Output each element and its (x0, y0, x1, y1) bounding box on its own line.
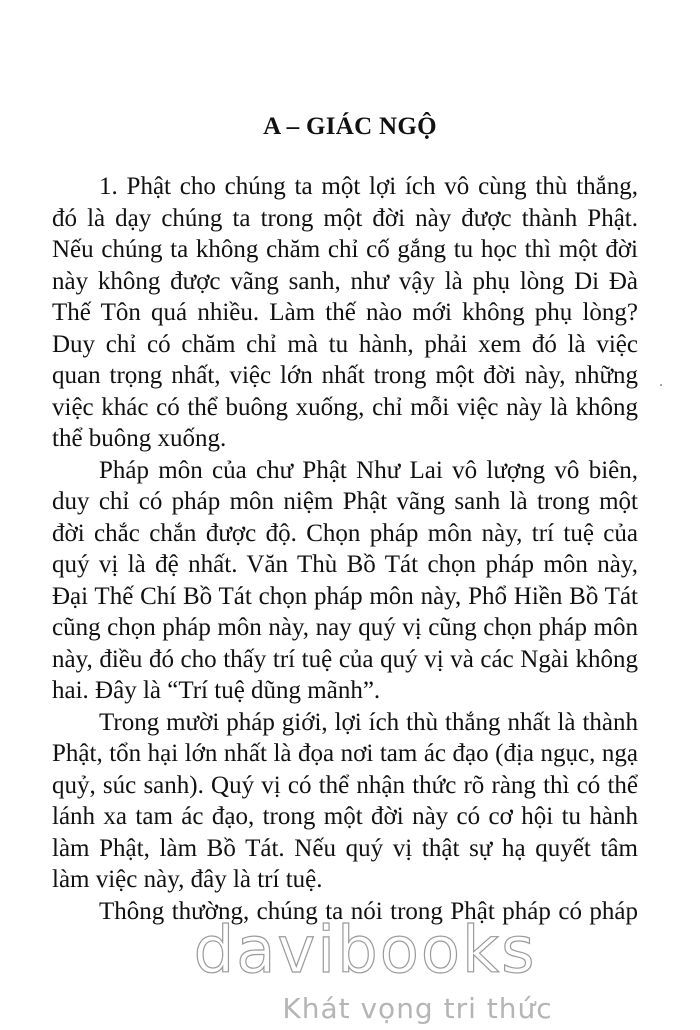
text-line: Đại Thế Chí Bồ Tát chọn pháp môn này, Phổ Hiền Bồ Tát (52, 582, 638, 610)
text-line: hai. Đây là “Trí tuệ dũng mãnh”. (52, 677, 381, 704)
text-line: làm Phật, làm Bồ Tát. Nếu quý vị thật sự hạ quyết tâm (52, 834, 638, 862)
text-line: việc khác có thể buông xuống, chỉ mỗi việc này là không (52, 393, 638, 421)
body-text (52, 171, 638, 927)
watermark-tagline: Khát vọng tri thức (282, 992, 553, 1025)
text-line: Phật, tổn hại lớn nhất là đọa nơi tam ác đạo (địa ngục, ngạ (52, 740, 638, 767)
text-line: Thông thường, chúng ta nói trong Phật pháp có pháp (99, 897, 638, 925)
text-line: lánh xa tam ác đạo, trong một đời này có cơ hội tu hành (52, 803, 638, 830)
section-heading: A – GIÁC NGỘ (263, 113, 437, 140)
text-line: thể buông xuống. (52, 425, 227, 452)
text-line: đó là dạy chúng ta trong một đời này được thành Phật. (52, 204, 638, 232)
text-line: Thế Tôn quá nhiều. Làm thế nào mới không phụ lòng? (52, 299, 638, 326)
text-line: duy chỉ có pháp môn niệm Phật vãng sanh là trong một (52, 488, 638, 515)
text-line: quỷ, súc sanh). Quý vị có thể nhận thức rõ ràng thì có thể (52, 771, 638, 799)
text-line: đời chắc chắn được độ. Chọn pháp môn này, trí tuệ của (52, 519, 638, 547)
text-line: Nếu chúng ta không chăm chỉ cố gắng tu học thì một đời (52, 236, 638, 263)
text-line: 1. Phật cho chúng ta một lợi ích vô cùng thù thắng, (99, 173, 638, 200)
text-line: này không được vãng sanh, như vậy là phụ lòng Di Đà (52, 267, 638, 295)
watermark-brand: davibooks (193, 914, 537, 988)
text-line: Pháp môn của chư Phật Như Lai vô lượng vô biên, (99, 456, 638, 484)
text-line: cũng chọn pháp môn này, nay quý vị cũng chọn pháp môn (52, 614, 638, 641)
text-line: quý vị là đệ nhất. Văn Thù Bồ Tát chọn pháp môn này, (52, 551, 638, 578)
text-line: Duy chỉ có chăm chỉ mà tu hành, phải xem đó là việc (52, 330, 638, 358)
text-line: Trong mười pháp giới, lợi ích thù thắng nhất là thành (99, 708, 638, 736)
watermark (0, 914, 700, 1026)
text-line: này, điều đó cho thấy trí tuệ của quý vị và các Ngài không (52, 645, 638, 673)
print-speck (660, 384, 662, 386)
text-line: quan trọng nhất, việc lớn nhất trong một đời này, những (52, 362, 638, 389)
text-line: làm việc này, đây là trí tuệ. (52, 866, 323, 893)
